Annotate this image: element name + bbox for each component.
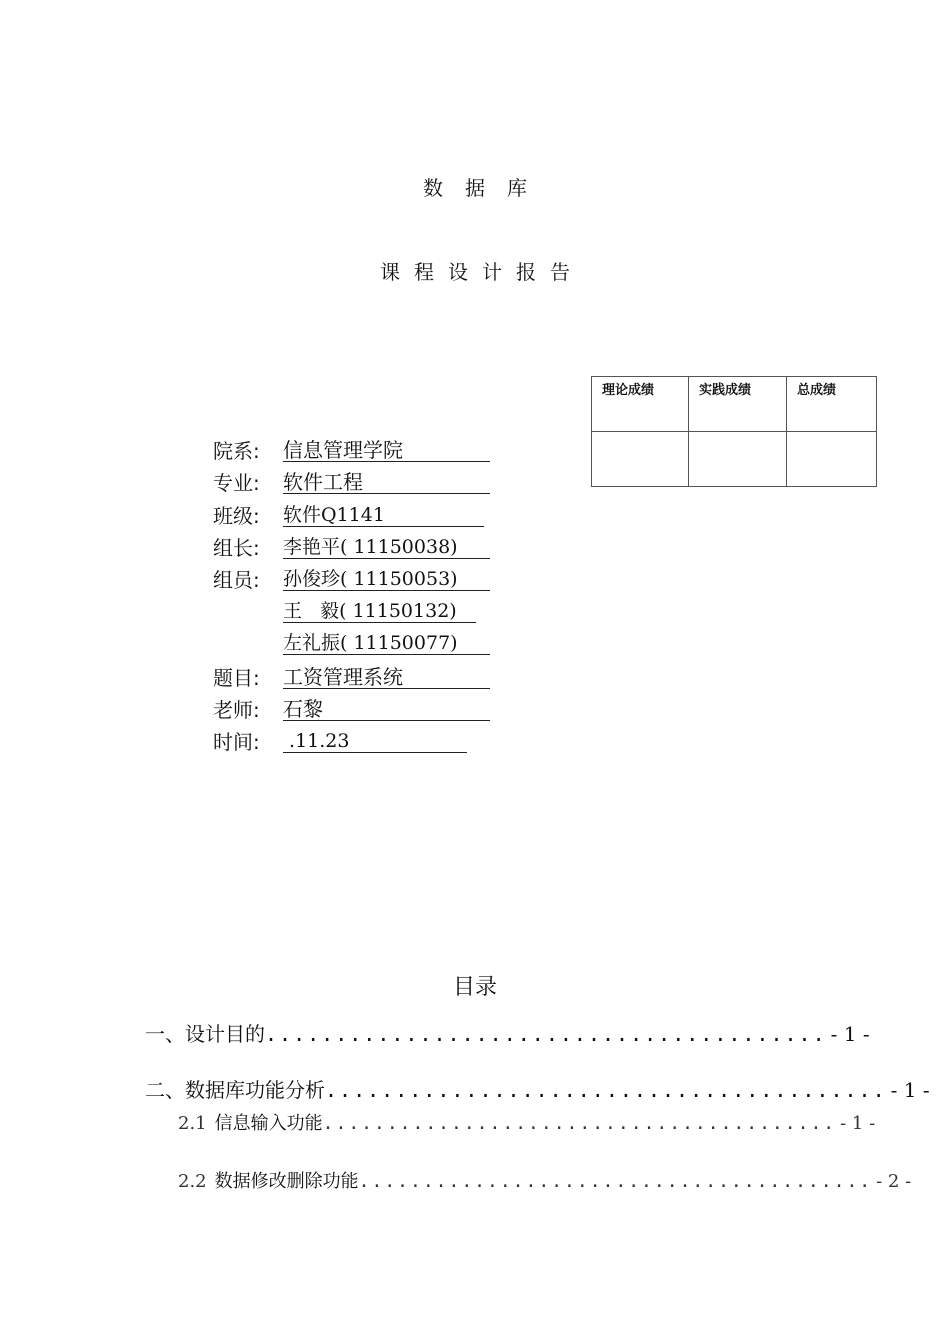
info-row-major <box>213 468 363 498</box>
info-row-topic <box>213 663 403 693</box>
grade-value-row <box>592 432 877 487</box>
time-value: .11.23 <box>283 727 467 753</box>
info-row-dept <box>213 436 403 466</box>
toc-leader-dots: ........................................ <box>325 1078 887 1102</box>
info-row-member3 <box>213 629 458 659</box>
toc-entry[interactable] <box>145 1018 870 1047</box>
teacher-label: 老师: <box>213 698 260 722</box>
toc-leader-dots: ........................................ <box>322 1113 837 1134</box>
grade-table <box>591 376 877 487</box>
toc-entry-number: 二、 <box>145 1078 185 1102</box>
member-value: 左礼振( 11150077) <box>283 629 490 655</box>
topic-value: 工资管理系统 <box>283 663 490 689</box>
info-row-time <box>213 727 350 757</box>
info-row-members <box>213 565 458 595</box>
toc-entry-number: 一、 <box>145 1022 185 1046</box>
toc-entry-page: - 2 - <box>876 1171 912 1192</box>
toc-entry-text: 信息输入功能 <box>214 1113 323 1134</box>
toc-entry-text: 数据库功能分析 <box>185 1078 325 1102</box>
toc-entry-text: 设计目的 <box>185 1022 265 1046</box>
topic-label: 题目: <box>213 666 260 690</box>
theory-score-header: 理论成绩 <box>602 383 655 398</box>
theory-score-cell <box>592 432 689 487</box>
report-title-line2: 课程设计报告 <box>380 260 584 284</box>
leader-label: 组长: <box>213 536 260 560</box>
report-title-line1: 数据库 <box>423 176 549 200</box>
info-row-class <box>213 501 385 531</box>
grade-header-row <box>592 377 877 432</box>
info-row-teacher <box>213 695 323 725</box>
toc-subentry[interactable] <box>178 1109 876 1135</box>
toc-entry[interactable] <box>145 1074 930 1103</box>
dept-label: 院系: <box>213 439 260 463</box>
member-value: 孙俊珍( 11150053) <box>283 565 490 591</box>
major-value: 软件工程 <box>283 468 490 494</box>
toc-leader-dots: ........................................ <box>358 1171 873 1192</box>
member-value: 王 毅( 11150132) <box>283 597 476 623</box>
toc-title: 目录 <box>452 975 497 1000</box>
members-label: 组员: <box>213 568 260 592</box>
total-score-header: 总成绩 <box>797 383 837 398</box>
teacher-value: 石黎 <box>283 695 490 721</box>
toc-entry-page: - 1 - <box>830 1022 870 1046</box>
total-score-cell <box>787 432 877 487</box>
info-row-leader <box>213 533 458 563</box>
time-label: 时间: <box>213 730 260 754</box>
class-label: 班级: <box>213 504 260 528</box>
toc-entry-text: 数据修改删除功能 <box>214 1171 359 1192</box>
toc-entry-number: 2.1 <box>178 1113 207 1134</box>
toc-entry-number: 2.2 <box>178 1171 207 1192</box>
practice-score-header: 实践成绩 <box>699 383 752 398</box>
dept-value: 信息管理学院 <box>283 436 490 462</box>
toc-subentry[interactable] <box>178 1167 912 1193</box>
info-row-member2 <box>213 597 457 627</box>
class-value: 软件Q1141 <box>283 501 484 527</box>
toc-entry-page: - 1 - <box>890 1078 930 1102</box>
major-label: 专业: <box>213 471 260 495</box>
toc-entry-page: - 1 - <box>840 1113 876 1134</box>
leader-value: 李艳平( 11150038) <box>283 533 490 559</box>
practice-score-cell <box>689 432 787 487</box>
toc-leader-dots: ........................................ <box>265 1022 827 1046</box>
